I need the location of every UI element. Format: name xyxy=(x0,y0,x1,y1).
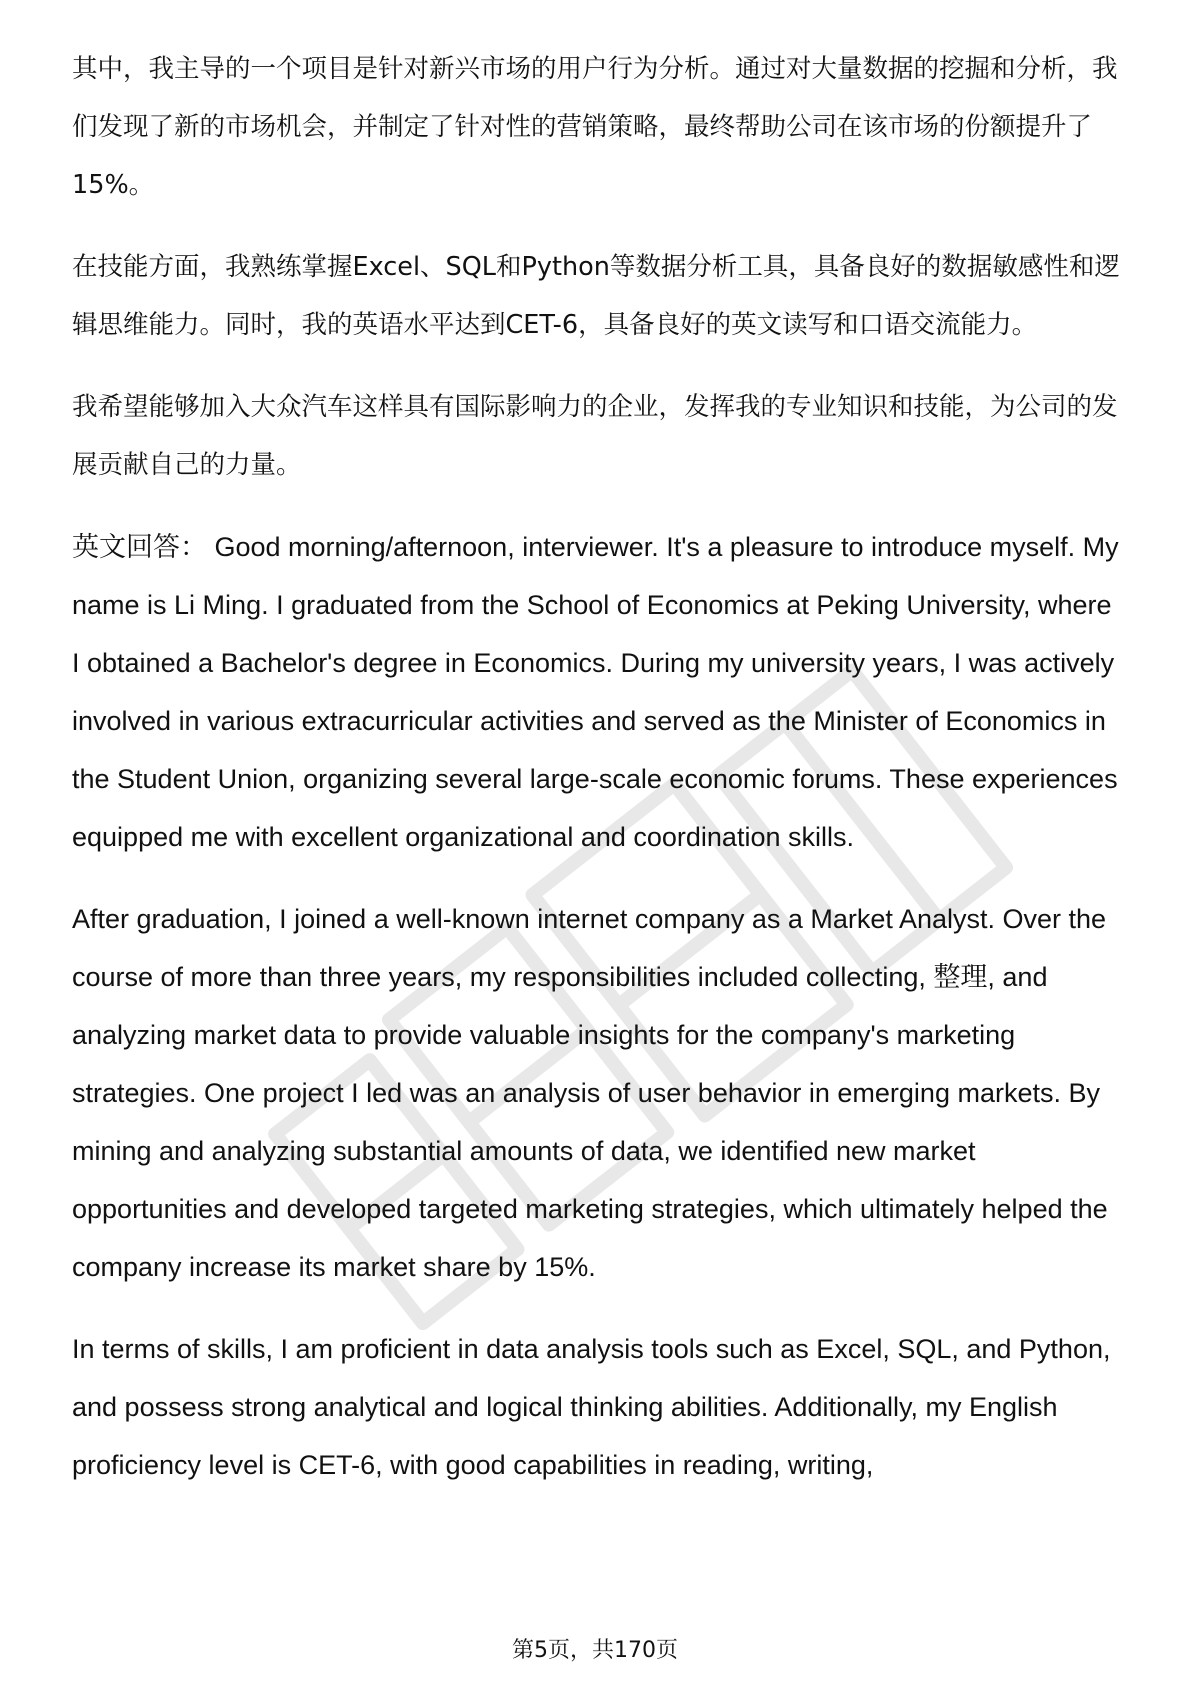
paragraph-intro-en: 英文回答： Good morning/afternoon, interviewer. It's a pleasure to introduce myself. My name is Li Ming. I graduated from the School of Economics at Peking University, where I obtained a Bachelor's degree in Economics. During my university years, I was actively involved in various extracurricular activities and served as the Minister of Economics in the Student Union, organizing several large-scale economic forums. These experiences equipped me with excellent organizational and coordination skills. xyxy=(72,532,1119,852)
paragraph-project-cn: 其中，我主导的一个项目是针对新兴市场的用户行为分析。通过对大量数据的挖掘和分析，我们发现了新的市场机会，并制定了针对性的营销策略，最终帮助公司在该市场的份额提升了15%。 xyxy=(72,54,1118,200)
paragraph-goal-cn: 我希望能够加入大众汽车这样具有国际影响力的企业，发挥我的专业知识和技能，为公司的发展贡献自己的力量。 xyxy=(72,392,1118,480)
paragraph-skills-en: In terms of skills, I am proficient in data analysis tools such as Excel, SQL, and Python, and possess strong analytical and logical thinking abilities. Additionally, my English proficiency level is CET-6, with good capabilities in reading, writing, xyxy=(72,1334,1111,1480)
page-number-footer: 第5页，共170页 xyxy=(512,1638,678,1663)
paragraph-skills-cn: 在技能方面，我熟练掌握Excel、SQL和Python等数据分析工具，具备良好的数据敏感性和逻辑思维能力。同时，我的英语水平达到CET-6，具备良好的英文读写和口语交流能力。 xyxy=(72,252,1120,340)
document-body xyxy=(72,40,1122,1518)
paragraph-career-en: After graduation, I joined a well-known internet company as a Market Analyst. Over the course of more than three years, my responsibilities included collecting, 整理, and analyzing market data to provide valuable insights for the company's marketing strategies. One project I led was an analysis of user behavior in emerging markets. By mining and analyzing substantial amounts of data, we identified new market opportunities and developed targeted marketing strategies, which ultimately helped the company increase its market share by 15%. xyxy=(72,904,1108,1282)
